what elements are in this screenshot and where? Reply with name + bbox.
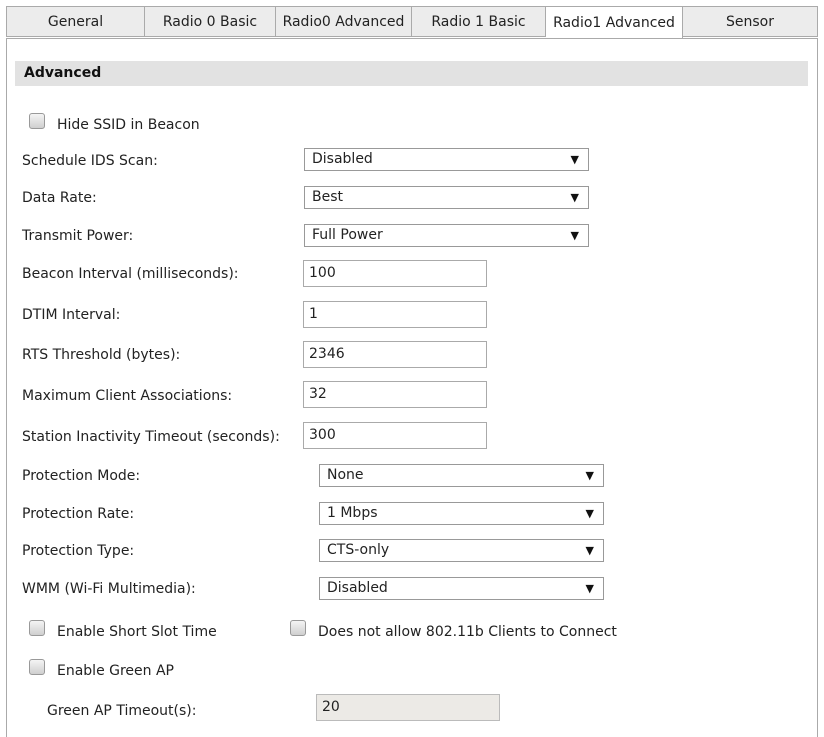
no-80211b-label: Does not allow 802.11b Clients to Connect: [318, 624, 617, 640]
chevron-down-icon: ▼: [570, 229, 579, 242]
protection-rate-select[interactable]: [319, 502, 604, 525]
tab-radio1-basic[interactable]: Radio 1 Basic: [412, 6, 546, 37]
data-rate-label: Data Rate:: [22, 190, 97, 206]
protection-type-select[interactable]: [319, 539, 604, 562]
rts-threshold-input[interactable]: 2346: [303, 341, 487, 368]
chevron-down-icon: ▼: [585, 582, 594, 595]
data-rate-select[interactable]: [304, 186, 589, 209]
green-ap-timeout-label: Green AP Timeout(s):: [47, 703, 197, 719]
hide-ssid-label: Hide SSID in Beacon: [57, 117, 200, 133]
ids-scan-value: Disabled: [312, 151, 373, 167]
chevron-down-icon: ▼: [585, 469, 594, 482]
chevron-down-icon: ▼: [585, 507, 594, 520]
green-ap-timeout-input: 20: [316, 694, 500, 721]
protection-mode-value: None: [327, 467, 364, 483]
protection-type-label: Protection Type:: [22, 543, 135, 559]
protection-mode-label: Protection Mode:: [22, 468, 141, 484]
short-slot-label: Enable Short Slot Time: [57, 624, 217, 640]
wmm-label: WMM (Wi-Fi Multimedia):: [22, 581, 196, 597]
tab-general[interactable]: General: [6, 6, 145, 37]
transmit-power-label: Transmit Power:: [22, 228, 134, 244]
no-80211b-checkbox[interactable]: [290, 620, 306, 636]
chevron-down-icon: ▼: [585, 544, 594, 557]
inactivity-timeout-input[interactable]: 300: [303, 422, 487, 449]
section-header-advanced: Advanced: [15, 61, 808, 86]
short-slot-checkbox[interactable]: [29, 620, 45, 636]
tab-radio0-basic[interactable]: Radio 0 Basic: [145, 6, 276, 37]
wmm-value: Disabled: [327, 580, 388, 596]
protection-rate-value: 1 Mbps: [327, 505, 378, 521]
tab-radio0-advanced[interactable]: Radio0 Advanced: [276, 6, 412, 37]
data-rate-value: Best: [312, 189, 344, 205]
tab-bar: [6, 6, 818, 39]
tab-radio1-advanced[interactable]: Radio1 Advanced: [546, 6, 683, 39]
rts-threshold-label: RTS Threshold (bytes):: [22, 347, 181, 363]
max-clients-input[interactable]: 32: [303, 381, 487, 408]
protection-mode-select[interactable]: [319, 464, 604, 487]
protection-type-value: CTS-only: [327, 542, 390, 558]
chevron-down-icon: ▼: [570, 191, 579, 204]
beacon-interval-label: Beacon Interval (milliseconds):: [22, 266, 239, 282]
transmit-power-value: Full Power: [312, 227, 383, 243]
ids-scan-label: Schedule IDS Scan:: [22, 153, 158, 169]
dtim-interval-label: DTIM Interval:: [22, 307, 121, 323]
transmit-power-select[interactable]: [304, 224, 589, 247]
protection-rate-label: Protection Rate:: [22, 506, 135, 522]
dtim-interval-input[interactable]: 1: [303, 301, 487, 328]
hide-ssid-checkbox[interactable]: [29, 113, 45, 129]
wmm-select[interactable]: [319, 577, 604, 600]
tab-sensor[interactable]: Sensor: [683, 6, 818, 37]
max-clients-label: Maximum Client Associations:: [22, 388, 233, 404]
inactivity-timeout-label: Station Inactivity Timeout (seconds):: [22, 429, 280, 445]
green-ap-checkbox[interactable]: [29, 659, 45, 675]
chevron-down-icon: ▼: [570, 153, 579, 166]
ids-scan-select[interactable]: [304, 148, 589, 171]
green-ap-label: Enable Green AP: [57, 663, 175, 679]
beacon-interval-input[interactable]: 100: [303, 260, 487, 287]
